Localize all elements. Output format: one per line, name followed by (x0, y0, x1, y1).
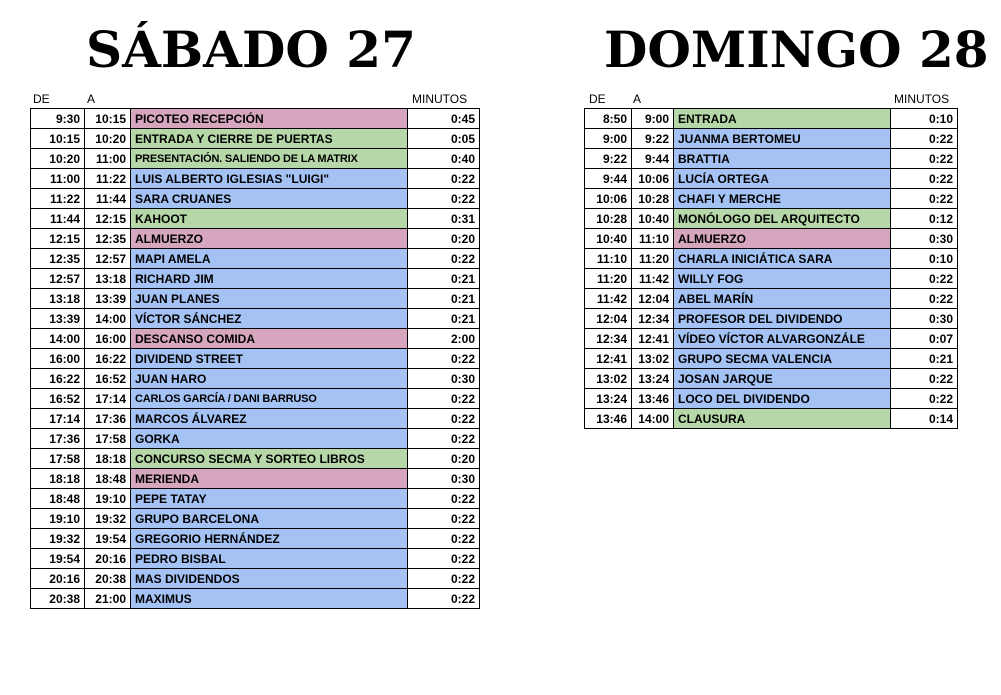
session-label-cell: PEDRO BISBAL (131, 549, 408, 569)
time-from-cell: 11:22 (31, 189, 85, 209)
time-to-cell: 9:44 (632, 149, 674, 169)
duration-cell: 0:21 (891, 349, 958, 369)
session-label-cell: MAXIMUS (131, 589, 408, 609)
time-to-cell: 12:57 (85, 249, 131, 269)
schedule-row (31, 489, 480, 509)
schedule-row (585, 129, 958, 149)
duration-cell: 0:22 (408, 569, 480, 589)
time-from-cell: 12:41 (585, 349, 632, 369)
schedule-row (585, 229, 958, 249)
session-label-cell: GRUPO SECMA VALENCIA (674, 349, 891, 369)
session-label-cell: KAHOOT (131, 209, 408, 229)
time-to-cell: 16:52 (85, 369, 131, 389)
time-from-cell: 10:40 (585, 229, 632, 249)
duration-cell: 0:22 (408, 389, 480, 409)
duration-cell: 0:22 (891, 169, 958, 189)
duration-cell: 0:20 (408, 449, 480, 469)
duration-cell: 0:10 (891, 249, 958, 269)
sunday-schedule-table (584, 108, 958, 429)
time-from-cell: 9:22 (585, 149, 632, 169)
duration-cell: 0:22 (408, 169, 480, 189)
duration-cell: 0:22 (891, 189, 958, 209)
time-to-cell: 11:42 (632, 269, 674, 289)
duration-cell: 0:14 (891, 409, 958, 429)
time-from-cell: 10:06 (585, 189, 632, 209)
session-label-cell: SARA CRUANES (131, 189, 408, 209)
time-to-cell: 12:41 (632, 329, 674, 349)
schedule-row (31, 189, 480, 209)
session-label-cell: CHAFI Y MERCHE (674, 189, 891, 209)
session-label-cell: GREGORIO HERNÁNDEZ (131, 529, 408, 549)
sunday-header-from: DE (589, 92, 606, 106)
schedule-row (31, 309, 480, 329)
schedule-row (585, 249, 958, 269)
duration-cell: 0:05 (408, 129, 480, 149)
schedule-row (585, 109, 958, 129)
duration-cell: 0:22 (408, 349, 480, 369)
time-to-cell: 11:20 (632, 249, 674, 269)
schedule-row (31, 549, 480, 569)
schedule-row (585, 389, 958, 409)
schedule-row (585, 409, 958, 429)
time-to-cell: 16:00 (85, 329, 131, 349)
time-to-cell: 11:22 (85, 169, 131, 189)
session-label-cell: VÍDEO VÍCTOR ALVARGONZÁLE (674, 329, 891, 349)
time-from-cell: 17:36 (31, 429, 85, 449)
duration-cell: 0:21 (408, 309, 480, 329)
session-label-cell: PRESENTACIÓN. SALIENDO DE LA MATRIX (131, 149, 408, 169)
session-label-cell: CARLOS GARCÍA / DANI BARRUSO (131, 389, 408, 409)
session-label-cell: ENTRADA Y CIERRE DE PUERTAS (131, 129, 408, 149)
session-label-cell: DIVIDEND STREET (131, 349, 408, 369)
schedule-row (585, 169, 958, 189)
time-from-cell: 17:58 (31, 449, 85, 469)
time-from-cell: 11:44 (31, 209, 85, 229)
session-label-cell: MARCOS ÁLVAREZ (131, 409, 408, 429)
session-label-cell: PEPE TATAY (131, 489, 408, 509)
time-from-cell: 10:20 (31, 149, 85, 169)
session-label-cell: JOSAN JARQUE (674, 369, 891, 389)
time-to-cell: 13:39 (85, 289, 131, 309)
session-label-cell: GORKA (131, 429, 408, 449)
time-from-cell: 20:38 (31, 589, 85, 609)
time-from-cell: 12:35 (31, 249, 85, 269)
session-label-cell: CONCURSO SECMA Y SORTEO LIBROS (131, 449, 408, 469)
duration-cell: 0:12 (891, 209, 958, 229)
duration-cell: 0:22 (408, 589, 480, 609)
session-label-cell: VÍCTOR SÁNCHEZ (131, 309, 408, 329)
schedule-row (31, 369, 480, 389)
saturday-header-minutes: MINUTOS (412, 92, 468, 106)
time-to-cell: 11:00 (85, 149, 131, 169)
saturday-header-from: DE (33, 92, 50, 106)
schedule-row (31, 389, 480, 409)
time-to-cell: 14:00 (632, 409, 674, 429)
time-from-cell: 20:16 (31, 569, 85, 589)
saturday-header-to: A (87, 92, 96, 106)
time-from-cell: 9:00 (585, 129, 632, 149)
time-to-cell: 10:15 (85, 109, 131, 129)
schedule-row (31, 249, 480, 269)
time-from-cell: 12:04 (585, 309, 632, 329)
time-to-cell: 17:14 (85, 389, 131, 409)
schedule-row (585, 369, 958, 389)
time-to-cell: 9:00 (632, 109, 674, 129)
saturday-schedule-table (30, 108, 480, 609)
time-to-cell: 19:54 (85, 529, 131, 549)
duration-cell: 0:22 (408, 489, 480, 509)
schedule-row (31, 149, 480, 169)
schedule-row (31, 409, 480, 429)
time-from-cell: 11:10 (585, 249, 632, 269)
time-to-cell: 18:18 (85, 449, 131, 469)
time-from-cell: 13:24 (585, 389, 632, 409)
session-label-cell: MAPI AMELA (131, 249, 408, 269)
schedule-row (585, 189, 958, 209)
time-to-cell: 13:24 (632, 369, 674, 389)
time-from-cell: 16:00 (31, 349, 85, 369)
session-label-cell: BRATTIA (674, 149, 891, 169)
schedule-row (31, 349, 480, 369)
schedule-row (31, 289, 480, 309)
duration-cell: 2:00 (408, 329, 480, 349)
time-to-cell: 13:18 (85, 269, 131, 289)
duration-cell: 0:31 (408, 209, 480, 229)
time-to-cell: 12:35 (85, 229, 131, 249)
session-label-cell: GRUPO BARCELONA (131, 509, 408, 529)
time-from-cell: 12:34 (585, 329, 632, 349)
duration-cell: 0:22 (408, 529, 480, 549)
duration-cell: 0:22 (891, 129, 958, 149)
duration-cell: 0:22 (408, 429, 480, 449)
time-to-cell: 19:32 (85, 509, 131, 529)
time-to-cell: 19:10 (85, 489, 131, 509)
schedule-row (585, 149, 958, 169)
session-label-cell: DESCANSO COMIDA (131, 329, 408, 349)
duration-cell: 0:22 (408, 509, 480, 529)
session-label-cell: LOCO DEL DIVIDENDO (674, 389, 891, 409)
duration-cell: 0:21 (408, 289, 480, 309)
duration-cell: 0:22 (408, 249, 480, 269)
schedule-row (31, 129, 480, 149)
time-from-cell: 14:00 (31, 329, 85, 349)
time-to-cell: 9:22 (632, 129, 674, 149)
session-label-cell: RICHARD JIM (131, 269, 408, 289)
duration-cell: 0:22 (891, 289, 958, 309)
duration-cell: 0:22 (891, 269, 958, 289)
time-to-cell: 12:15 (85, 209, 131, 229)
time-to-cell: 13:46 (632, 389, 674, 409)
schedule-row (31, 329, 480, 349)
session-label-cell: MAS DIVIDENDOS (131, 569, 408, 589)
time-to-cell: 16:22 (85, 349, 131, 369)
time-from-cell: 17:14 (31, 409, 85, 429)
time-from-cell: 8:50 (585, 109, 632, 129)
time-from-cell: 13:02 (585, 369, 632, 389)
time-from-cell: 11:00 (31, 169, 85, 189)
session-label-cell: LUCÍA ORTEGA (674, 169, 891, 189)
session-label-cell: CHARLA INICIÁTICA SARA (674, 249, 891, 269)
time-to-cell: 12:34 (632, 309, 674, 329)
duration-cell: 0:07 (891, 329, 958, 349)
time-to-cell: 17:58 (85, 429, 131, 449)
schedule-row (31, 269, 480, 289)
schedule-row (31, 569, 480, 589)
time-from-cell: 19:54 (31, 549, 85, 569)
time-to-cell: 10:20 (85, 129, 131, 149)
time-from-cell: 11:20 (585, 269, 632, 289)
duration-cell: 0:30 (408, 469, 480, 489)
time-to-cell: 20:38 (85, 569, 131, 589)
time-to-cell: 12:04 (632, 289, 674, 309)
time-to-cell: 10:40 (632, 209, 674, 229)
time-from-cell: 18:48 (31, 489, 85, 509)
sunday-header-to: A (633, 92, 642, 106)
duration-cell: 0:10 (891, 109, 958, 129)
time-from-cell: 10:28 (585, 209, 632, 229)
session-label-cell: JUANMA BERTOMEU (674, 129, 891, 149)
duration-cell: 0:20 (408, 229, 480, 249)
session-label-cell: ABEL MARÍN (674, 289, 891, 309)
duration-cell: 0:22 (408, 549, 480, 569)
schedule-row (585, 349, 958, 369)
duration-cell: 0:21 (408, 269, 480, 289)
schedule-row (31, 229, 480, 249)
sunday-header-minutes: MINUTOS (894, 92, 950, 106)
schedule-row (585, 269, 958, 289)
time-from-cell: 16:22 (31, 369, 85, 389)
schedule-row (585, 309, 958, 329)
time-to-cell: 20:16 (85, 549, 131, 569)
duration-cell: 0:45 (408, 109, 480, 129)
session-label-cell: JUAN HARO (131, 369, 408, 389)
time-from-cell: 12:15 (31, 229, 85, 249)
duration-cell: 0:30 (891, 309, 958, 329)
schedule-row (585, 289, 958, 309)
duration-cell: 0:40 (408, 149, 480, 169)
time-to-cell: 13:02 (632, 349, 674, 369)
schedule-row (31, 169, 480, 189)
time-to-cell: 21:00 (85, 589, 131, 609)
session-label-cell: MERIENDA (131, 469, 408, 489)
time-from-cell: 10:15 (31, 129, 85, 149)
time-to-cell: 10:28 (632, 189, 674, 209)
schedule-row (585, 209, 958, 229)
time-from-cell: 13:46 (585, 409, 632, 429)
duration-cell: 0:22 (891, 149, 958, 169)
schedule-row (31, 429, 480, 449)
session-label-cell: MONÓLOGO DEL ARQUITECTO (674, 209, 891, 229)
time-from-cell: 16:52 (31, 389, 85, 409)
time-from-cell: 9:44 (585, 169, 632, 189)
time-from-cell: 9:30 (31, 109, 85, 129)
duration-cell: 0:22 (408, 189, 480, 209)
time-to-cell: 17:36 (85, 409, 131, 429)
session-label-cell: ENTRADA (674, 109, 891, 129)
schedule-row (31, 449, 480, 469)
schedule-row (31, 209, 480, 229)
schedule-row (31, 589, 480, 609)
time-from-cell: 18:18 (31, 469, 85, 489)
duration-cell: 0:30 (891, 229, 958, 249)
schedule-row (585, 329, 958, 349)
time-from-cell: 13:18 (31, 289, 85, 309)
duration-cell: 0:22 (408, 409, 480, 429)
session-label-cell: ALMUERZO (674, 229, 891, 249)
schedule-row (31, 509, 480, 529)
schedule-row (31, 109, 480, 129)
time-to-cell: 14:00 (85, 309, 131, 329)
duration-cell: 0:22 (891, 369, 958, 389)
saturday-title: SÁBADO 27 (86, 20, 416, 79)
sunday-title: DOMINGO 28 (604, 20, 989, 79)
session-label-cell: ALMUERZO (131, 229, 408, 249)
time-from-cell: 13:39 (31, 309, 85, 329)
session-label-cell: JUAN PLANES (131, 289, 408, 309)
session-label-cell: PICOTEO RECEPCIÓN (131, 109, 408, 129)
time-to-cell: 11:44 (85, 189, 131, 209)
time-to-cell: 18:48 (85, 469, 131, 489)
duration-cell: 0:22 (891, 389, 958, 409)
schedule-row (31, 469, 480, 489)
session-label-cell: WILLY FOG (674, 269, 891, 289)
schedule-row (31, 529, 480, 549)
session-label-cell: PROFESOR DEL DIVIDENDO (674, 309, 891, 329)
time-to-cell: 11:10 (632, 229, 674, 249)
session-label-cell: CLAUSURA (674, 409, 891, 429)
time-from-cell: 19:32 (31, 529, 85, 549)
time-from-cell: 11:42 (585, 289, 632, 309)
session-label-cell: LUIS ALBERTO IGLESIAS "LUIGI" (131, 169, 408, 189)
time-from-cell: 19:10 (31, 509, 85, 529)
time-from-cell: 12:57 (31, 269, 85, 289)
duration-cell: 0:30 (408, 369, 480, 389)
time-to-cell: 10:06 (632, 169, 674, 189)
